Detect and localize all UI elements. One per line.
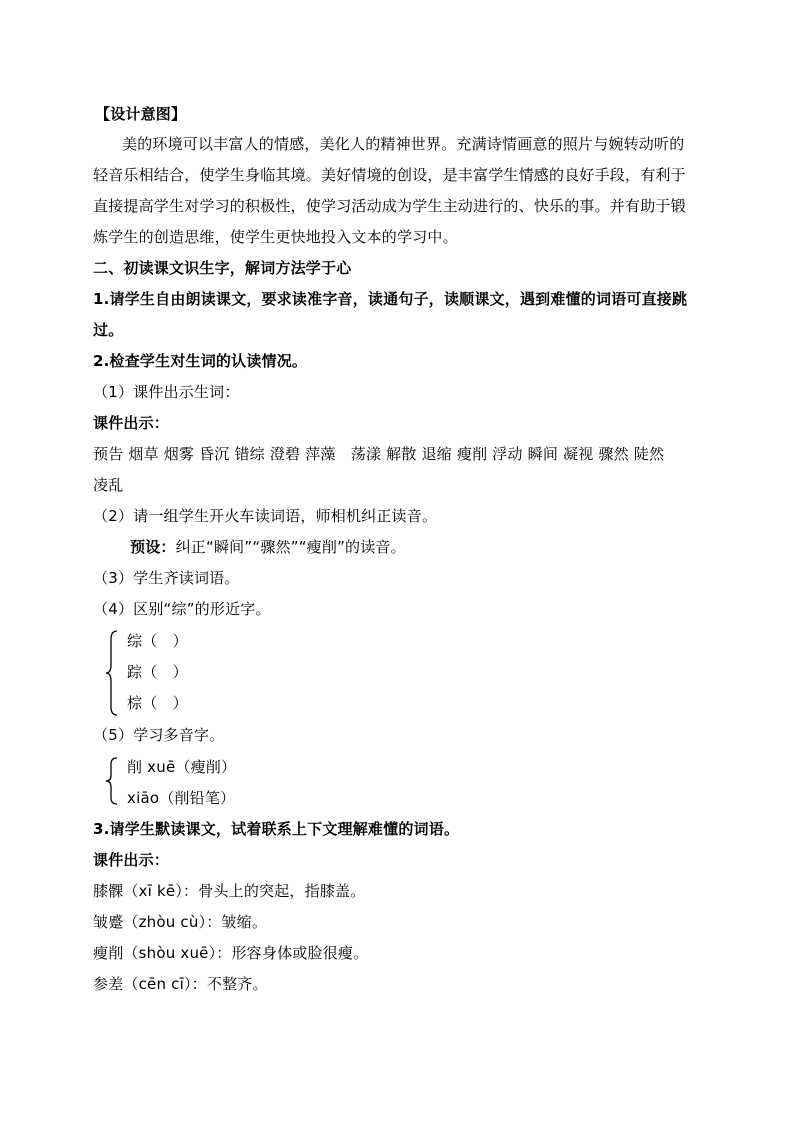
slide-label-1: 课件出示： bbox=[93, 414, 170, 432]
item-3: 3.请学生默读课文，试着联系上下文理解难懂的词语。 bbox=[93, 820, 460, 838]
vocab-line-1: 预告 烟草 烟雾 昏沉 错综 澄碧 萍藻 荡漾 解散 退缩 瘦削 浮动 瞬间 凝视 骤然 陡然 bbox=[93, 445, 665, 463]
design-intent-line-1: 美的环境可以丰富人的情感，美化人的精神世界。充满诗情画意的照片与婉转动听的 bbox=[122, 135, 685, 153]
design-intent-heading: 【设计意图】 bbox=[95, 105, 187, 123]
slide-label-2: 课件出示： bbox=[93, 851, 170, 869]
sub-4: （4）区别“综”的形近字。 bbox=[93, 600, 271, 618]
sub-5: （5）学习多音字。 bbox=[93, 726, 225, 744]
glossary-item-3: 瘦削（shòu xuē）：形容身体或脸很瘦。 bbox=[93, 944, 369, 962]
vocab-line-2: 凌乱 bbox=[93, 476, 124, 494]
left-brace-small-icon bbox=[103, 756, 123, 806]
design-intent-line-4: 炼学生的创造思维，使学生更快地投入文本的学习中。 bbox=[93, 228, 458, 246]
item-1-line-2: 过。 bbox=[93, 321, 124, 339]
polyphone-line-1: 削 xuē（瘦削） bbox=[127, 758, 237, 776]
sub-1: （1）课件出示生词： bbox=[93, 383, 240, 401]
sub-2: （2）请一组学生开火车读词语，师相机纠正读音。 bbox=[93, 507, 438, 525]
glossary-item-2: 皱蹙（zhòu cù）：皱缩。 bbox=[93, 913, 268, 931]
preset-label: 预设： bbox=[130, 538, 176, 556]
preset-row bbox=[130, 537, 406, 557]
glossary-item-4: 参差（cēn cī）：不整齐。 bbox=[93, 975, 268, 993]
glossary-item-1: 膝髁（xī kē）：骨头上的突起，指膝盖。 bbox=[93, 882, 366, 900]
similar-char-1: 综（ ） bbox=[127, 632, 188, 650]
design-intent-line-2: 轻音乐相结合，使学生身临其境。美好情境的创设，是丰富学生情感的良好手段，有利于 bbox=[93, 166, 686, 184]
left-brace-icon bbox=[103, 629, 123, 717]
item-1-line-1: 1.请学生自由朗读课文，要求读准字音，读通句子，读顺课文，遇到难懂的词语可直接跳 bbox=[93, 290, 688, 308]
design-intent-line-3: 直接提高学生对学习的积极性，使学习活动成为学生主动进行的、快乐的事。并有助于锻 bbox=[93, 197, 686, 215]
polyphone-line-2: xiāo（削铅笔） bbox=[127, 789, 236, 807]
section-two-heading: 二、初读课文识生字，解词方法学于心 bbox=[93, 259, 352, 277]
similar-char-3: 棕（ ） bbox=[127, 694, 188, 712]
similar-char-2: 踪（ ） bbox=[127, 663, 188, 681]
sub-3: （3）学生齐读词语。 bbox=[93, 569, 240, 587]
preset-text: 纠正“瞬间”“骤然”“瘦削”的读音。 bbox=[175, 538, 406, 556]
item-2: 2.检查学生对生词的认读情况。 bbox=[93, 352, 308, 370]
